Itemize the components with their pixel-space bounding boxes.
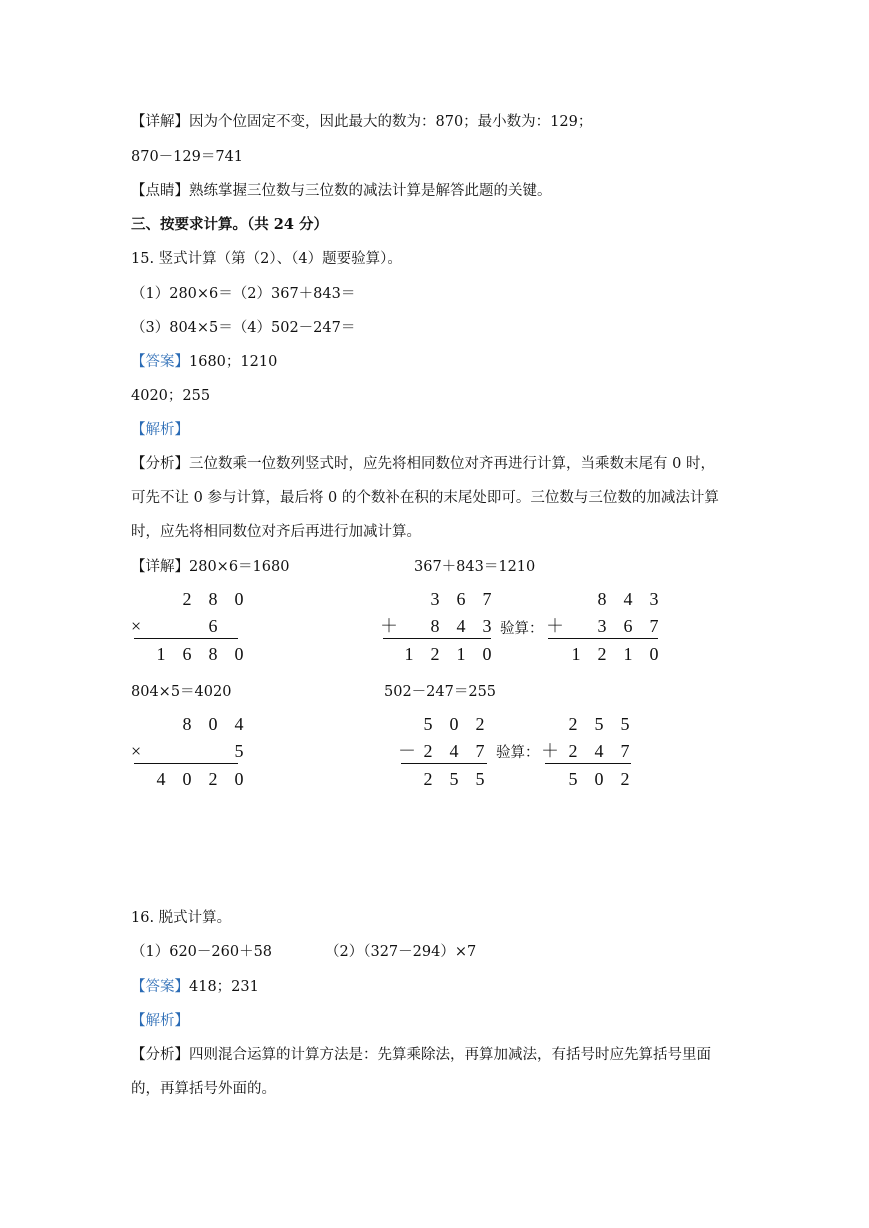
question-15-items-a: （1）280×6＝（2）367＋843＝ (131, 286, 356, 302)
equation-2: 367＋843＝1210 (414, 559, 536, 575)
answer-15 (131, 352, 277, 372)
question-16-item-2: （2）（327－294）×7 (325, 944, 477, 960)
analysis-15-line-3: 时，应先将相同数位对齐后再进行加减计算。 (131, 524, 421, 540)
check-label-4: 验算： (496, 745, 540, 761)
question-15-items-b: （3）804×5＝（4）502－247＝ (131, 320, 356, 336)
answer-tag-16: 【答案】 (131, 979, 189, 995)
answer-15-values: 1680；1210 (189, 354, 278, 370)
analysis-15-line-1: 【分析】三位数乘一位数列竖式时，应先将相同数位对齐再进行计算，当乘数末尾有 0 时， (131, 456, 715, 472)
analysis-tag-16: 【解析】 (131, 1013, 189, 1029)
question-16: 16. 脱式计算。 (131, 910, 232, 926)
section-heading: 三、按要求计算。（共 24 分） (131, 216, 329, 233)
equation-3: 804×5＝4020 (131, 684, 232, 700)
answer-16-values: 418；231 (189, 979, 259, 995)
question-15: 15. 竖式计算（第（2）、（4）题要验算）。 (131, 251, 402, 267)
equation-4: 502－247＝255 (384, 684, 497, 700)
analysis-16-line-1: 【分析】四则混合运算的计算方法是：先算乘除法，再算加减法，有括号时应先算括号里面 (131, 1047, 711, 1063)
answer-15-line-2: 4020；255 (131, 388, 211, 404)
detail-line-1: 【详解】因为个位固定不变，因此最大的数为：870；最小数为：129； (131, 114, 593, 130)
tip-line: 【点睛】熟练掌握三位数与三位数的减法计算是解答此题的关键。 (131, 183, 552, 199)
analysis-15-line-2: 可先不让 0 参与计算，最后将 0 的个数补在积的末尾处即可。三位数与三位数的加减法计算 (131, 490, 719, 506)
detail-line-2: 870－129＝741 (131, 149, 244, 165)
analysis-tag-15: 【解析】 (131, 422, 189, 438)
answer-16 (131, 977, 259, 997)
question-16-item-1: （1）620－260＋58 (131, 944, 273, 960)
analysis-16-line-2: 的，再算括号外面的。 (131, 1081, 276, 1097)
detail-15: 【详解】280×6＝1680 (131, 559, 290, 575)
check-label-2: 验算： (500, 621, 544, 637)
answer-tag: 【答案】 (131, 354, 189, 370)
